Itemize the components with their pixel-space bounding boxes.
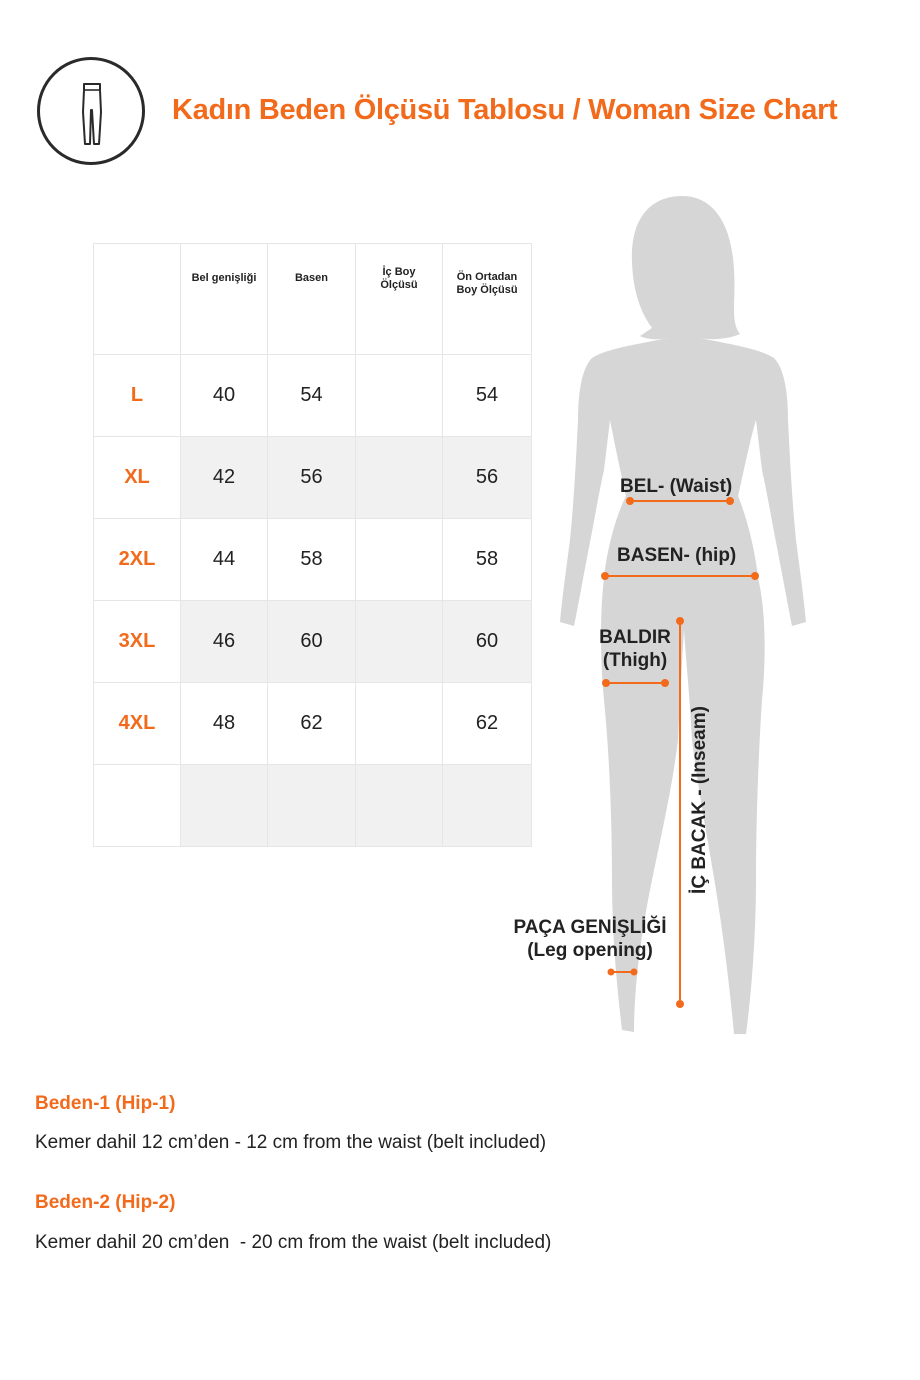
hip-endpoint-right — [752, 573, 758, 579]
column-header-ic-boy-line1: İç Boy — [382, 266, 416, 278]
note-text-hip-1: Kemer dahil 12 cm’den - 12 cm from the waist (belt included) — [35, 1132, 547, 1153]
on-ortadan-value: 58 — [443, 519, 532, 601]
thigh-endpoint-right — [662, 680, 668, 686]
note-title-hip-2: Beden-2 (Hip-2) — [35, 1192, 176, 1213]
basen-value: 56 — [268, 437, 356, 519]
column-header-on-ortadan-line1: Ön Ortadan — [456, 271, 518, 283]
leg-opening-label-line1: PAÇA GENİŞLİĞİ — [513, 917, 667, 938]
inseam-endpoint-bottom — [677, 1001, 683, 1007]
on-ortadan-value: 60 — [443, 601, 532, 683]
thigh-label-line2: (Thigh) — [602, 650, 668, 671]
bel-value: 46 — [181, 601, 268, 683]
column-header-bel: Bel genişliği — [181, 244, 268, 355]
waist-endpoint-left — [627, 498, 633, 504]
basen-value: 62 — [268, 683, 356, 765]
thigh-label — [595, 626, 675, 672]
note-text-hip-2: Kemer dahil 20 cm’den - 20 cm from the waist (belt included) — [35, 1232, 552, 1253]
inseam-endpoint-top — [677, 618, 683, 624]
hip-endpoint-left — [602, 573, 608, 579]
thigh-label-line1: BALDIR — [599, 627, 671, 648]
basen-value: 60 — [268, 601, 356, 683]
bel-value: 48 — [181, 683, 268, 765]
basen-value: 58 — [268, 519, 356, 601]
thigh-endpoint-left — [603, 680, 609, 686]
size-label: L — [94, 355, 181, 437]
leg-opening-endpoint-right — [632, 970, 637, 975]
column-header-on-ortadan-line2: Boy Ölçüsü — [456, 284, 518, 296]
inseam-label: İÇ BACAK - (Inseam) — [689, 706, 710, 894]
size-label: 4XL — [94, 683, 181, 765]
bel-value: 40 — [181, 355, 268, 437]
on-ortadan-value: 56 — [443, 437, 532, 519]
bel-value: 42 — [181, 437, 268, 519]
waist-endpoint-right — [727, 498, 733, 504]
column-header-ic-boy-line2: Ölçüsü — [380, 279, 418, 291]
page-title: Kadın Beden Ölçüsü Tablosu / Woman Size Chart — [172, 94, 838, 126]
leg-opening-label-line2: (Leg opening) — [527, 940, 653, 961]
bel-value: 44 — [181, 519, 268, 601]
leg-opening-label — [500, 916, 680, 962]
size-label: 3XL — [94, 601, 181, 683]
note-title-hip-1: Beden-1 (Hip-1) — [35, 1093, 176, 1114]
size-label: XL — [94, 437, 181, 519]
size-label: 2XL — [94, 519, 181, 601]
column-header-basen: Basen — [268, 244, 356, 355]
basen-value: 54 — [268, 355, 356, 437]
leg-opening-endpoint-left — [609, 970, 614, 975]
on-ortadan-value: 62 — [443, 683, 532, 765]
waist-label: BEL- (Waist) — [620, 476, 733, 497]
hip-label: BASEN- (hip) — [617, 545, 737, 566]
on-ortadan-value: 54 — [443, 355, 532, 437]
